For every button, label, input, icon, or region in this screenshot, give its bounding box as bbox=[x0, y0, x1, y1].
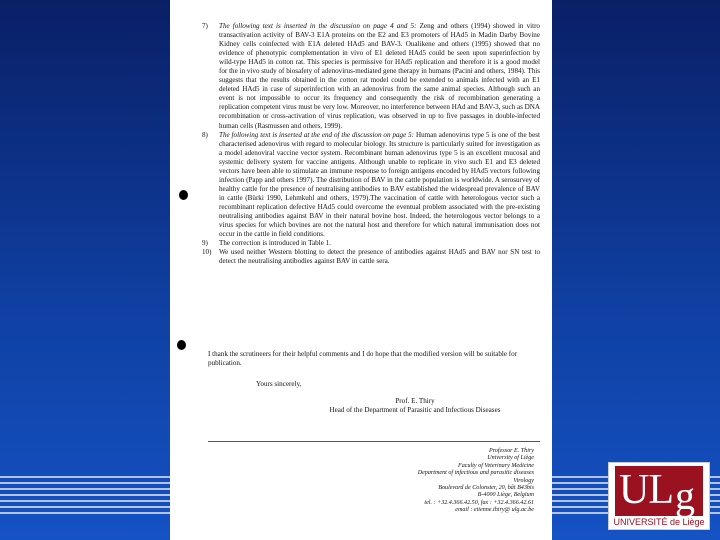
list-item bbox=[202, 239, 540, 248]
letterhead-line: Department of infectious and parasitic diseases bbox=[417, 470, 534, 477]
letterhead-address bbox=[294, 448, 534, 515]
document-page bbox=[170, 0, 552, 540]
bullet-dot-icon bbox=[177, 340, 186, 350]
closing-paragraph: I thank the scrutineers for their helpful comments and I do hope that the modified version will be suitable for publication. bbox=[208, 350, 518, 368]
letterhead-line: Virology bbox=[513, 477, 534, 484]
letterhead-line: Professor E. Thiry bbox=[489, 448, 534, 454]
university-logo bbox=[608, 462, 710, 530]
closing-salutation: Yours sincerely, bbox=[256, 380, 302, 388]
item-lead: The following text is inserted in the discussion on page 4 and 5: bbox=[219, 22, 417, 30]
item-text: We used neither Western blotting to detect the presence of antibodies against HAd5 and BAV nor SN test to detect the neutralising antibodies against BAV in cattle sera. bbox=[219, 248, 540, 266]
letterhead-line: Boulevard de Colonster, 20, bât B43bis bbox=[438, 485, 534, 492]
letterhead-line: Faculty of Veterinary Medicine bbox=[458, 462, 534, 469]
item-text: Human adenovirus type 5 is one of the best characterised adenovirus with regard to molecular biology. Its structure is particularly suited for investigation as a model adenoviral vaccine vector system. Recombinant human adenovirus type 5 is an excellent mucosal and systemic delivery system for vaccine antigens. Although unable to replicate in vivo such E1 and E3 deleted vectors have been able to stimulate an immune response to foreign antigens encoded by HAd5 vectors following infection (Papp and others 1997). The distribution of BAV in the cattle population is worldwide. A serosurvey of healthy cattle for the presence of neutralising antibodies to BAV established the widespread prevalence of BAV in cattle (Bürki 1990, Lehmkuhl and others, 1979).The vaccination of cattle with heterologous vector such a recombinant replication defective HAd5 could overcome the eventual problem associated with the pre-existing neutralising antibodies against BAV in their natural bovine host. Indeed, the heterologous vector belongs to a virus species for which bovines are not the natural host and therefore for which natural immunisation does not occur in the cattle in field conditions. bbox=[219, 130, 540, 239]
signature-title: Head of the Department of Parasitic and Infectious Diseases bbox=[329, 406, 501, 415]
letterhead-line: tel. : +32.4.366.42.50, fax : +32.4.366.42.61 bbox=[424, 499, 534, 506]
letterhead-line: University of Liège bbox=[487, 455, 534, 462]
list-item bbox=[202, 131, 540, 240]
item-number: 7) bbox=[202, 22, 208, 30]
item-lead: The following text is inserted at the end of the discussion on page 5: bbox=[219, 130, 415, 139]
item-number: 8) bbox=[202, 130, 208, 139]
logo-mark: ULg bbox=[619, 467, 694, 518]
list-item bbox=[202, 22, 540, 131]
logo-subtitle: UNIVERSITÉ de Liège bbox=[613, 517, 705, 527]
item-number: 10) bbox=[202, 248, 212, 257]
item-number: 9) bbox=[202, 239, 208, 248]
decorative-stripes-left bbox=[0, 476, 170, 520]
divider bbox=[208, 441, 540, 442]
item-text: The correction is introduced in Table 1. bbox=[219, 239, 331, 248]
signature-name: Prof. E. Thiry bbox=[395, 397, 435, 405]
letterhead-line: email : etienne.thiry@ ulg.ac.be bbox=[455, 507, 534, 514]
letterhead-line: B-4000 Liège, Belgium bbox=[477, 492, 534, 499]
item-text: Zeng and others (1994) showed in vitro transactivation activity of BAV-3 E1A proteins on the E2 and E3 promoters of HAd5 in Madin Darby Bovine Kidney cells coinfected with E1A deleted HAd5 and BAV-3. Oualikene and others (1995) showed that no evidence of phenotypic complementation in vivo of E1 deleted HAd5 could be seen upon superinfection by wild-type HAd5 in cotton rat. This species is permissive for HAd5 replication and therefore it is a good model for the in vivo study of biosafety of adenovirus-mediated gene therapy in humans (Pacini and others, 1984). This suggests that the results obtained in the cotton rat model could be extended to animals infected with an E1 deleted HAd5 in case of superinfection with an adenovirus from the same animal species. Although such an event is not impossible to occur its frequency and consequently the risk of recombination generating a replication competent virus must be very low. Moreover, no interference between HAd and BAV-3, such as DNA recombination or cross-activation of virus replication, was observed in up to five passages in double-infected human cells (Rasmussen and others, 1999). bbox=[219, 22, 540, 130]
document-body bbox=[202, 22, 540, 266]
bullet-dot-icon bbox=[179, 190, 188, 200]
signature-block bbox=[300, 397, 530, 415]
list-item bbox=[202, 248, 540, 266]
